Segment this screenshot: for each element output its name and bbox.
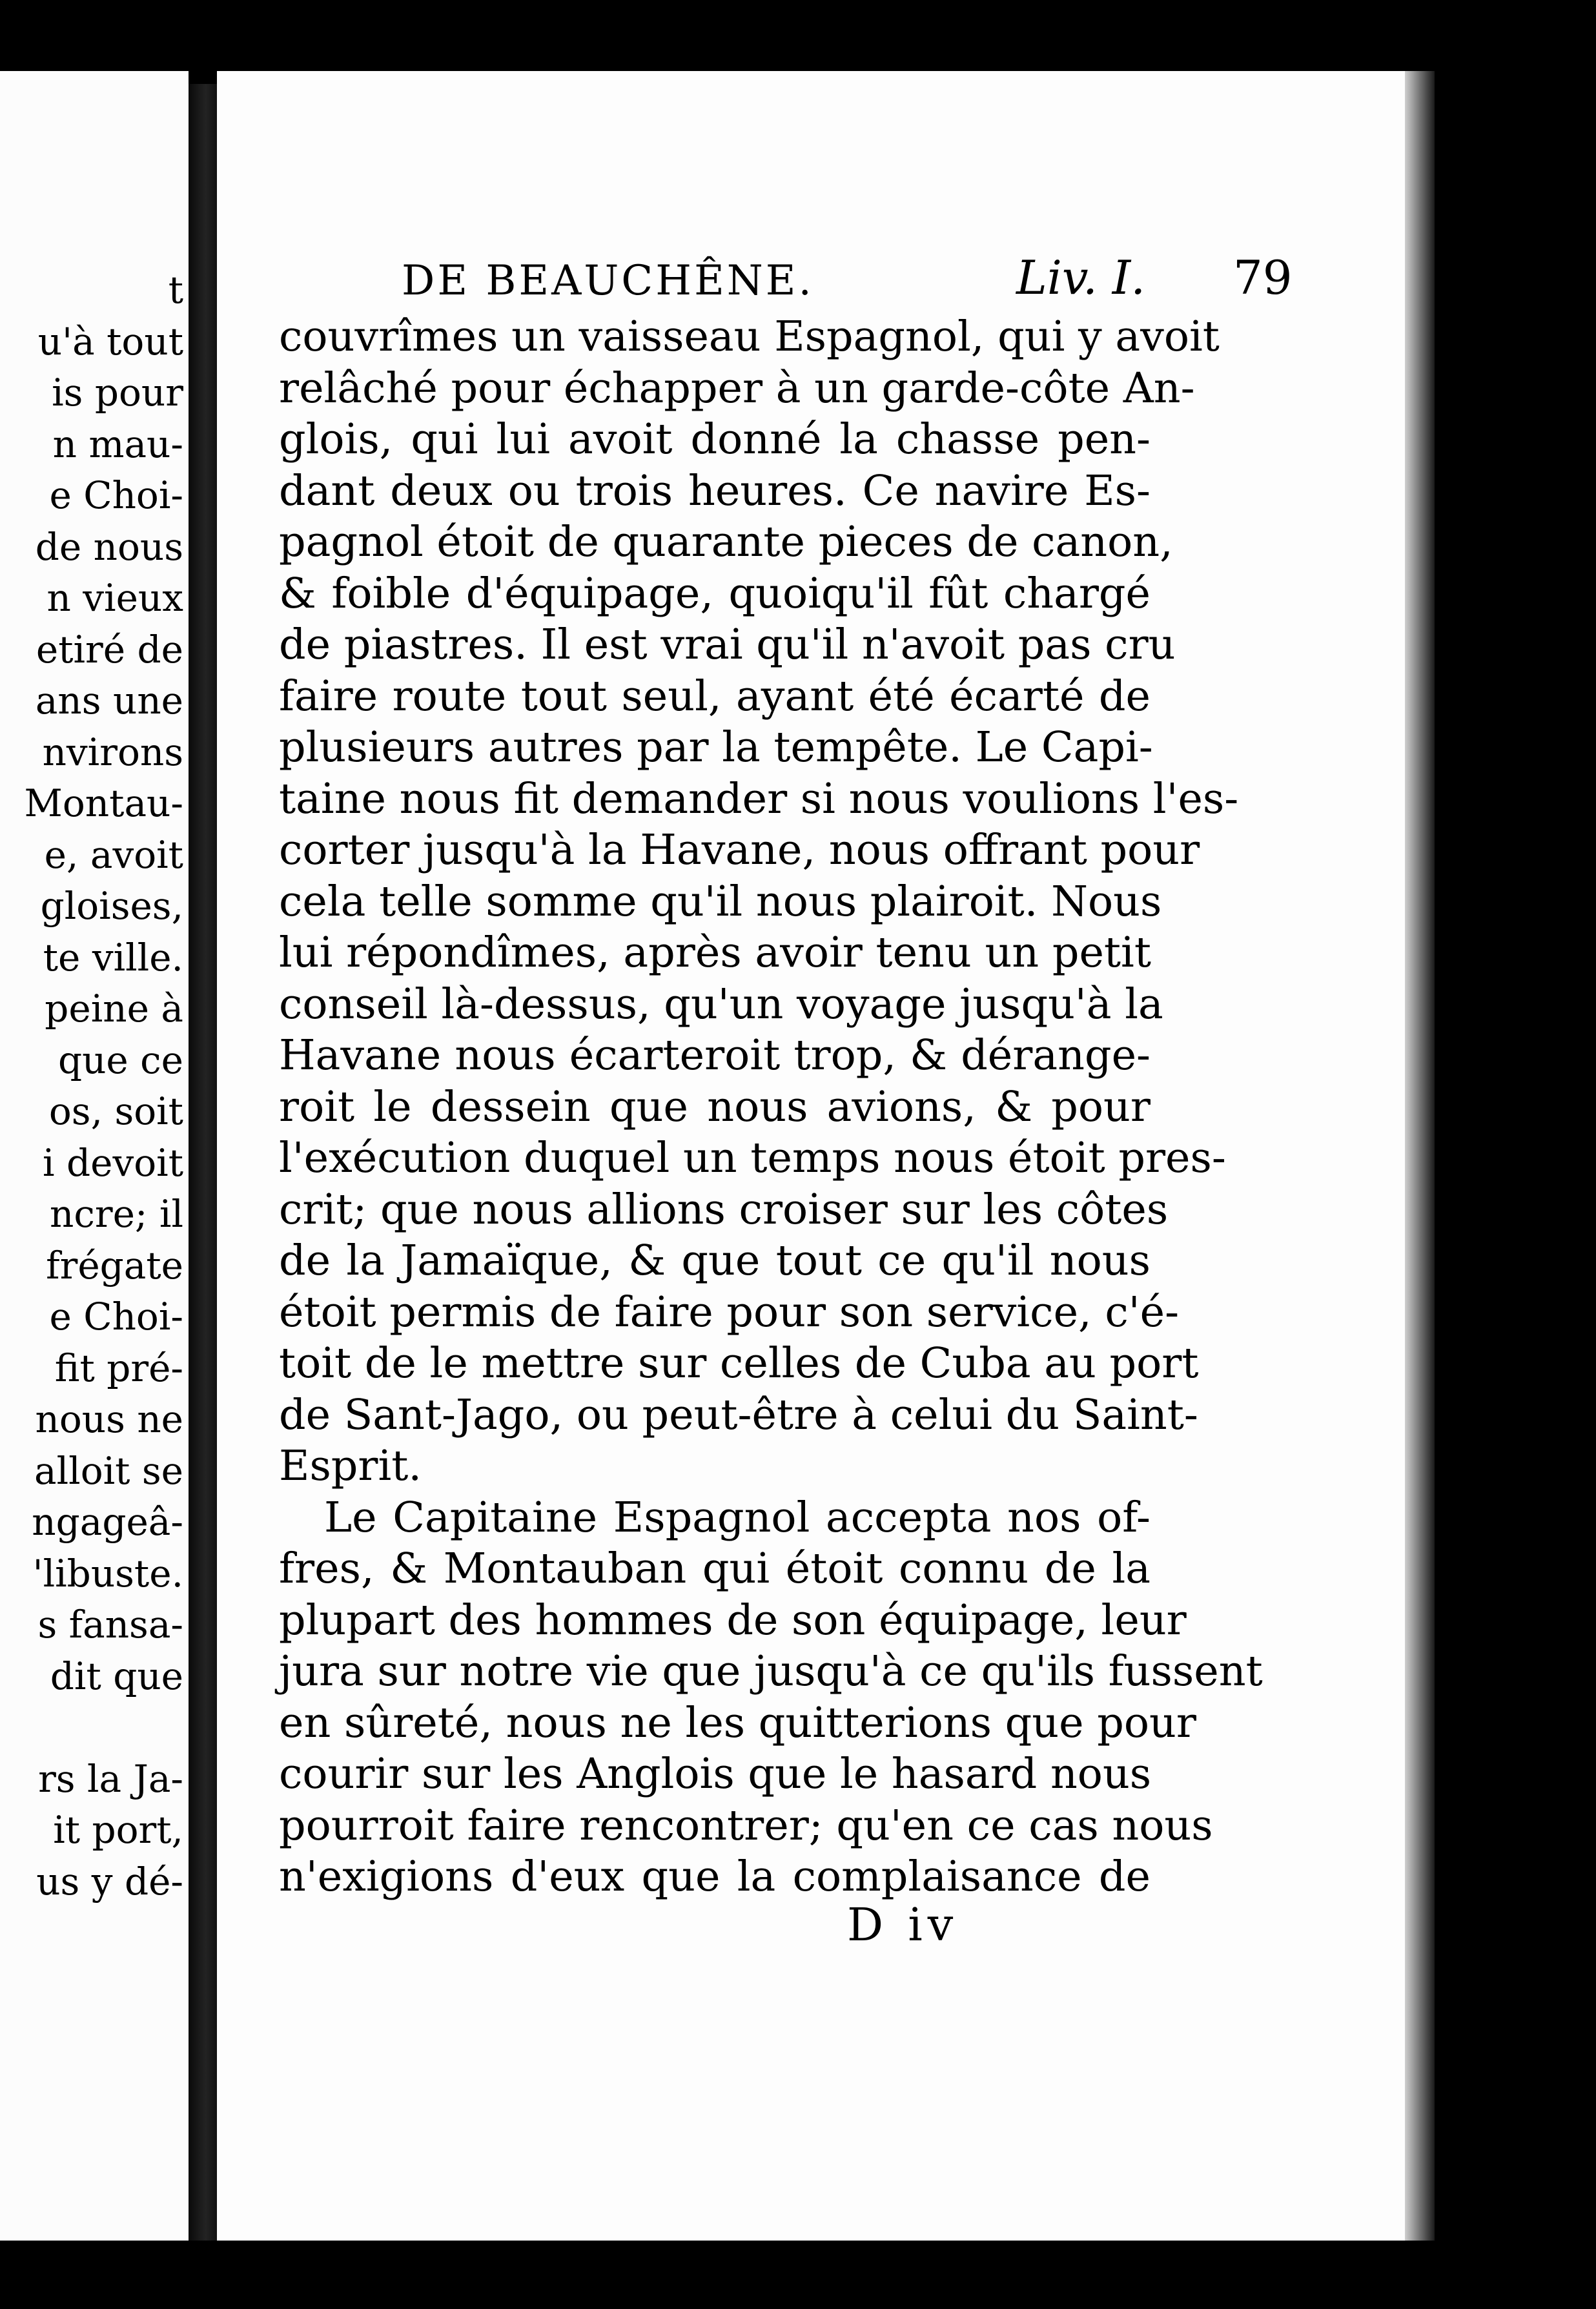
text-line: conseil là-dessus, qu'un voyage jusqu'à la bbox=[279, 980, 1163, 1029]
left-text-line: te ville. bbox=[43, 935, 183, 980]
left-text-line: e Choi- bbox=[49, 473, 183, 517]
text-line: fres, & Montauban qui étoit connu de la bbox=[279, 1544, 1151, 1593]
text-line: lui répondîmes, après avoir tenu un petit bbox=[279, 929, 1151, 977]
text-line: de la Jamaïque, & que tout ce qu'il nous bbox=[279, 1237, 1151, 1285]
text-line: & foible d'équipage, quoiqu'il fût chargé bbox=[279, 569, 1151, 618]
left-page-fragment bbox=[0, 71, 189, 2241]
page-number: 79 bbox=[1233, 251, 1293, 305]
text-line: taine nous fit demander si nous voulions l'es- bbox=[279, 774, 1239, 823]
left-text-line: que ce bbox=[57, 1038, 183, 1082]
left-text-line: fit pré- bbox=[54, 1346, 183, 1390]
left-page-text bbox=[25, 265, 184, 1907]
text-line: plusieurs autres par la tempête. Le Capi- bbox=[279, 723, 1153, 772]
left-text-line: n mau- bbox=[52, 422, 183, 466]
left-text-line: alloit se bbox=[34, 1448, 183, 1493]
left-text-line: nous ne bbox=[35, 1397, 183, 1441]
left-text-line: us y dé- bbox=[36, 1859, 183, 1904]
text-line: crit; que nous allions croiser sur les côtes bbox=[279, 1185, 1169, 1234]
left-text-line: s fansa- bbox=[37, 1603, 183, 1647]
text-line: Esprit. bbox=[279, 1442, 422, 1490]
book-reference: Liv. I. bbox=[1016, 251, 1146, 305]
left-text-line: frégate bbox=[46, 1243, 183, 1288]
text-line: cela telle somme qu'il nous plairoit. Nous bbox=[279, 877, 1162, 926]
left-text-line: ncre; il bbox=[50, 1192, 183, 1236]
running-title: DE BEAUCHÊNE. bbox=[402, 257, 814, 305]
text-line: pourroit faire rencontrer; qu'en ce cas nous bbox=[279, 1801, 1213, 1850]
text-line: roit le dessein que nous avions, & pour bbox=[279, 1082, 1151, 1131]
text-line: couvrîmes un vaisseau Espagnol, qui y avoit bbox=[279, 313, 1220, 361]
book-gutter bbox=[189, 84, 217, 2241]
left-text-line: e Choi- bbox=[49, 1295, 183, 1339]
left-text-line: Montau- bbox=[24, 781, 183, 825]
text-line: dant deux ou trois heures. Ce navire Es- bbox=[279, 466, 1151, 515]
signature-mark: D iv bbox=[847, 1898, 959, 1951]
left-text-line: nvirons bbox=[42, 730, 183, 774]
left-text-line: 'libuste. bbox=[32, 1551, 183, 1596]
left-text-line: u'à tout bbox=[37, 319, 183, 364]
left-text-line bbox=[25, 1702, 184, 1754]
page-header bbox=[402, 244, 1351, 315]
left-text-line: rs la Ja- bbox=[38, 1756, 183, 1801]
left-text-line: t bbox=[168, 268, 183, 312]
left-text-line: it port, bbox=[53, 1808, 183, 1852]
text-line: faire route tout seul, ayant été écarté de bbox=[279, 672, 1151, 721]
right-page bbox=[217, 71, 1405, 2241]
text-line: glois, qui lui avoit donné la chasse pen- bbox=[279, 415, 1151, 464]
text-line: étoit permis de faire pour son service, c'é- bbox=[279, 1288, 1180, 1337]
left-text-line: gloises, bbox=[40, 884, 183, 928]
text-line: relâché pour échapper à un garde-côte An- bbox=[279, 364, 1195, 413]
left-text-line: os, soit bbox=[48, 1089, 183, 1133]
text-line: Le Capitaine Espagnol accepta nos of- bbox=[324, 1493, 1151, 1542]
left-text-line: de nous bbox=[35, 524, 183, 569]
text-line: plupart des hommes de son équipage, leur bbox=[279, 1596, 1187, 1645]
page-edge bbox=[1405, 71, 1435, 2241]
left-text-line: dit que bbox=[50, 1654, 183, 1698]
left-text-line: etiré de bbox=[36, 627, 183, 672]
text-line: en sûreté, nous ne les quitterions que pour bbox=[279, 1698, 1196, 1747]
text-line: de piastres. Il est vrai qu'il n'avoit pas cru bbox=[279, 621, 1176, 669]
left-text-line: e, avoit bbox=[44, 832, 183, 877]
left-text-line: i devoit bbox=[43, 1140, 183, 1185]
text-line: jura sur notre vie que jusqu'à ce qu'ils fussent bbox=[279, 1647, 1263, 1696]
left-text-line: ans une bbox=[35, 679, 183, 723]
left-text-line: n vieux bbox=[46, 576, 183, 620]
body-text bbox=[279, 311, 1263, 1903]
left-text-line: peine à bbox=[45, 987, 183, 1031]
text-line: toit de le mettre sur celles de Cuba au port bbox=[279, 1339, 1199, 1388]
left-text-line: is pour bbox=[52, 371, 183, 415]
text-line: l'exécution duquel un temps nous étoit pres- bbox=[279, 1134, 1226, 1182]
text-line: courir sur les Anglois que le hasard nous bbox=[279, 1750, 1152, 1798]
left-text-line: ngageâ- bbox=[32, 1500, 183, 1544]
text-line: n'exigions d'eux que la complaisance de bbox=[279, 1852, 1151, 1901]
text-line: de Sant-Jago, ou peut-être à celui du Saint- bbox=[279, 1390, 1198, 1439]
text-line: pagnol étoit de quarante pieces de canon, bbox=[279, 518, 1173, 566]
text-line: corter jusqu'à la Havane, nous offrant pour bbox=[279, 826, 1200, 874]
text-line: Havane nous écarteroit trop, & dérange- bbox=[279, 1031, 1151, 1080]
